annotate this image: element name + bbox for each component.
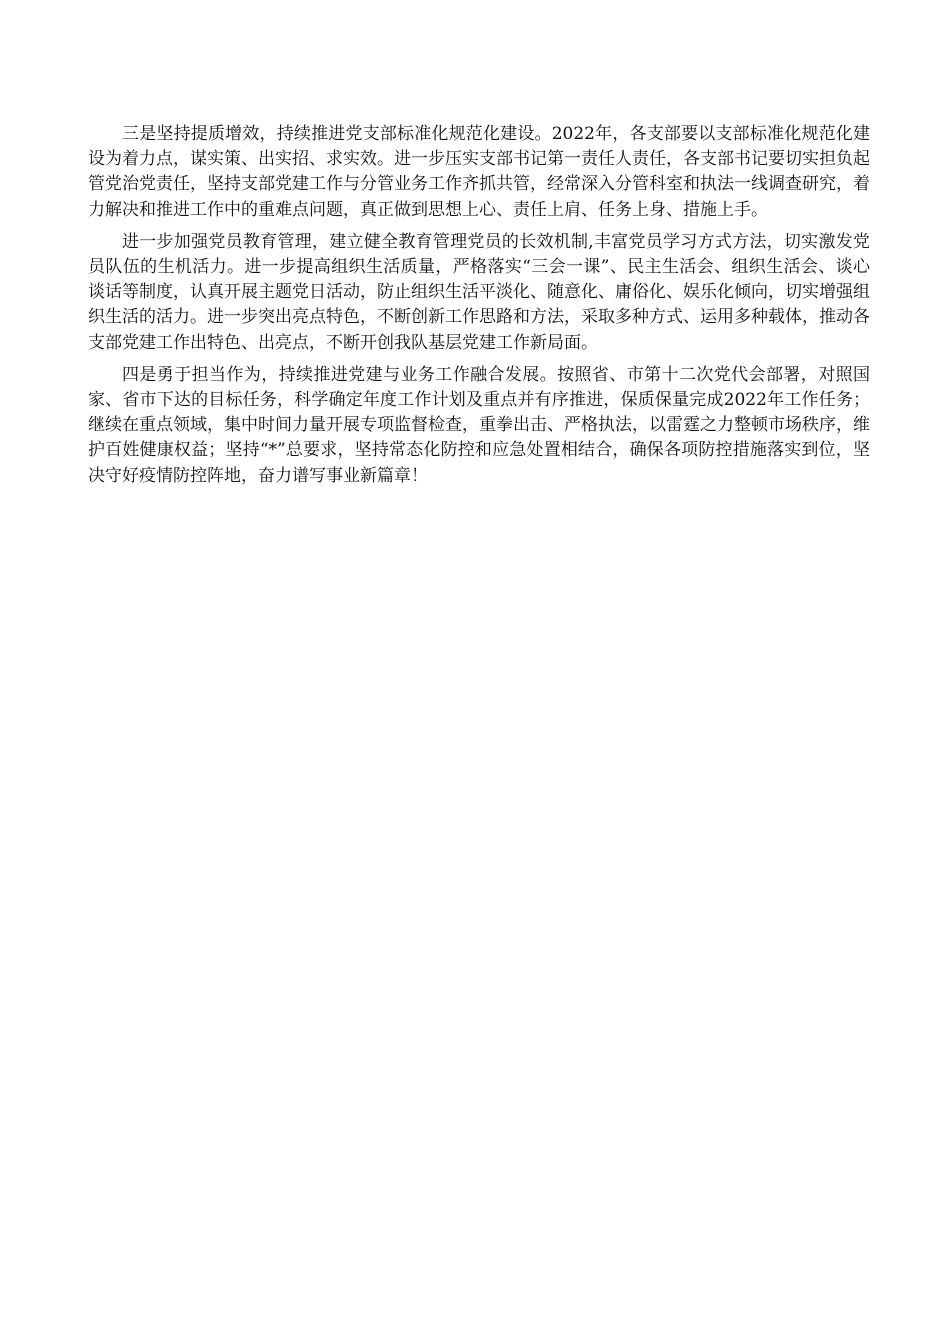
paragraph-1: 三是坚持提质增效，持续推进党支部标准化规范化建设。2022年，各支部要以支部标准化规范化建设为着力点，谋实策、出实招、求实效。进一步压实支部书记第一责任人责任，各支部书记要切实担负起管党治党责任，坚持支部党建工作与分管业务工作齐抓共管，经常深入分管科室和执法一线调查研究，着力解决和推进工作中的重难点问题，真正做到思想上心、责任上肩、任务上身、措施上手。 xyxy=(88,124,870,220)
paragraph-2: 进一步加强党员教育管理，建立健全教育管理党员的长效机制,丰富党员学习方式方法，切实激发党员队伍的生机活力。进一步提高组织生活质量，严格落实“三会一课”、民主生活会、组织生活会、谈心谈话等制度，认真开展主题党日活动，防止组织生活平淡化、随意化、庸俗化、娱乐化倾向，切实增强组织生活的活力。进一步突出亮点特色，不断创新工作思路和方法，采取多种方式、运用多种载体，推动各支部党建工作出特色、出亮点，不断开创我队基层党建工作新局面。 xyxy=(88,231,870,353)
document-body xyxy=(88,122,870,496)
paragraph-3: 四是勇于担当作为，持续推进党建与业务工作融合发展。按照省、市第十二次党代会部署，对照国家、省市下达的目标任务，科学确定年度工作计划及重点并有序推进，保质保量完成2022年工作任务；继续在重点领域，集中时间力量开展专项监督检查，重拳出击、严格执法，以雷霆之力整顿市场秩序，维护百姓健康权益；坚持“*”总要求，坚持常态化防控和应急处置相结合，确保各项防控措施落实到位，坚决守好疫情防控阵地，奋力谱写事业新篇章！ xyxy=(88,364,870,486)
